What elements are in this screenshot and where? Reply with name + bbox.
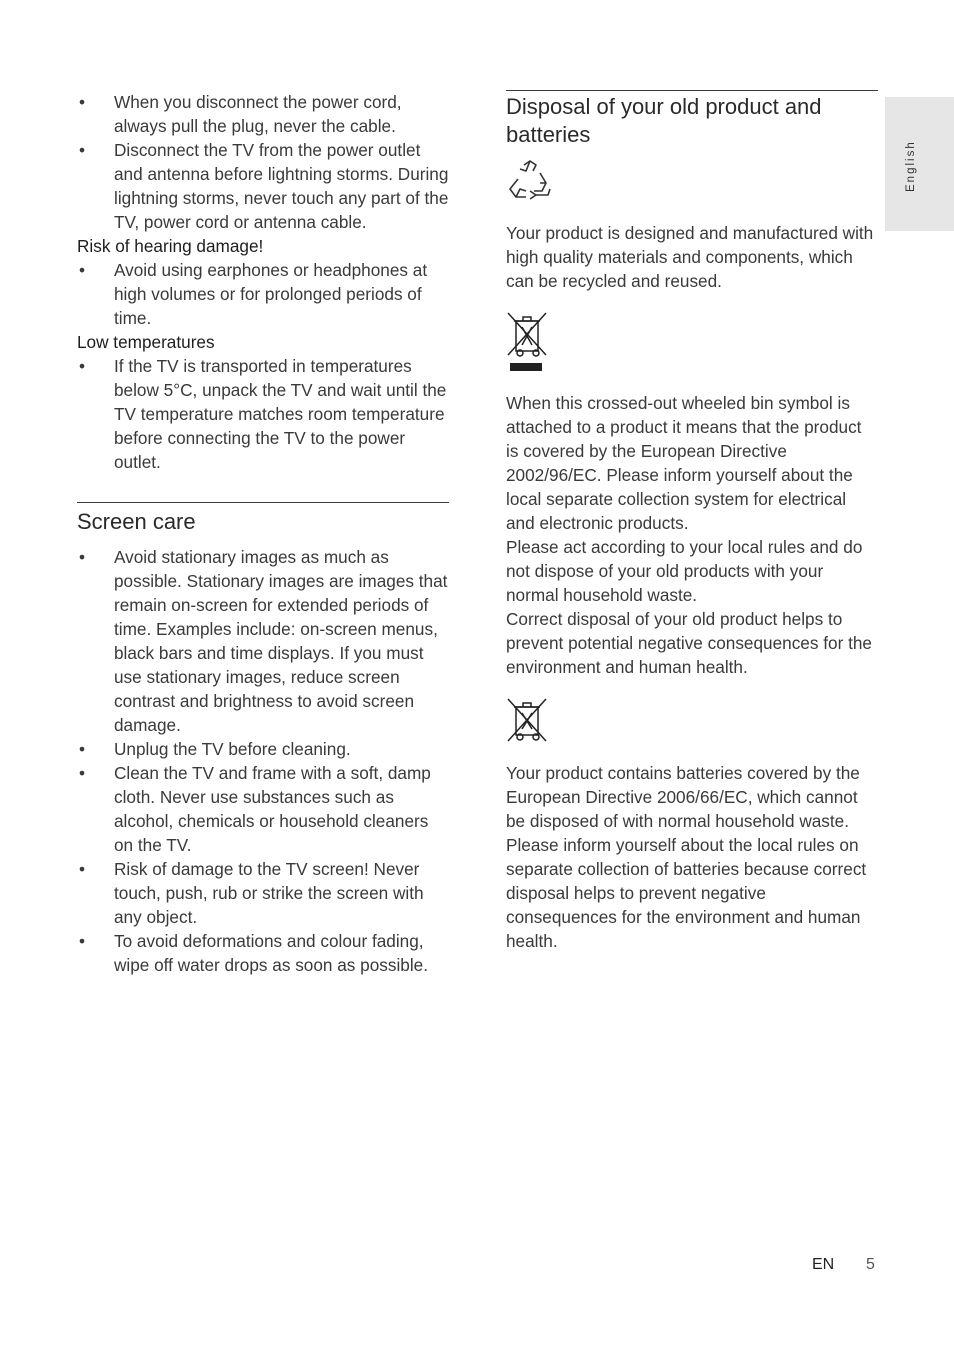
recycle-paragraph: Your product is designed and manufactured with high quality materials and components, which can be recycled and reused. [506,223,874,291]
weee-text [506,391,878,679]
language-side-tab [885,97,954,231]
list-item: • Unplug the TV before cleaning. [77,737,449,761]
hearing-subheading: Risk of hearing damage! [77,236,264,256]
section-divider [506,90,878,91]
battery-paragraph: Your product contains batteries covered by the European Directive 2006/66/EC, which cannot be disposed of with normal household waste. [506,763,860,831]
recycle-icon [506,157,554,205]
low-temperature-subheading: Low temperatures [77,332,215,352]
screen-care-title: Screen care [77,509,196,534]
weee-paragraph: When this crossed-out wheeled bin symbol is attached to a product it means that the product is covered by the European Directive 2002/96/EC. Please inform yourself about the local separate collection system for electrical and electronic products. [506,393,862,533]
list-item: • Clean the TV and frame with a soft, damp cloth. Never use substances such as alcohol, chemicals or household cleaners on the TV. [77,761,449,857]
list-item: • To avoid deformations and colour fading, wipe off water drops as soon as possible. [77,929,449,977]
list-item: • If the TV is transported in temperatures below 5°C, unpack the TV and wait until the TV temperature matches room temperature before connecting the TV to the power outlet. [77,354,449,474]
hearing-bullet-list [77,258,449,330]
list-item: • Risk of damage to the TV screen! Never touch, push, rub or strike the screen with any object. [77,857,449,929]
weee-paragraph: Please act according to your local rules and do not dispose of your old products with your normal household waste. [506,537,863,605]
list-item: • Avoid stationary images as much as possible. Stationary images are images that remain on-screen for extended periods of time. Examples include: on-screen menus, black bars and time displays. If you must use stationary images, reduce screen contrast and brightness to avoid screen damage. [77,545,449,737]
right-column [506,90,878,953]
side-tab-label: English [905,140,917,192]
weee-paragraph: Correct disposal of your old product helps to prevent potential negative consequences for the environment and human health. [506,609,872,677]
crossed-bin-icon [506,311,550,375]
page-number: 5 [866,1256,875,1273]
battery-paragraph: Please inform yourself about the local rules on separate collection of batteries because correct disposal helps to prevent negative consequences for the environment and human health. [506,835,867,951]
battery-text [506,761,878,953]
crossed-bin-icon [506,697,550,745]
disposal-title: Disposal of your old product and batteries [506,94,822,147]
list-item: • Avoid using earphones or headphones at high volumes or for prolonged periods of time. [77,258,449,330]
left-column [77,90,449,977]
section-divider [77,502,449,503]
screen-care-bullet-list [77,545,449,977]
intro-bullet-list [77,90,449,234]
low-temperature-bullet-list [77,354,449,474]
list-item: • When you disconnect the power cord, always pull the plug, never the cable. [77,90,449,138]
footer-language: EN [812,1256,835,1273]
list-item: • Disconnect the TV from the power outlet and antenna before lightning storms. During lightning storms, never touch any part of the TV, power cord or antenna cable. [77,138,449,234]
